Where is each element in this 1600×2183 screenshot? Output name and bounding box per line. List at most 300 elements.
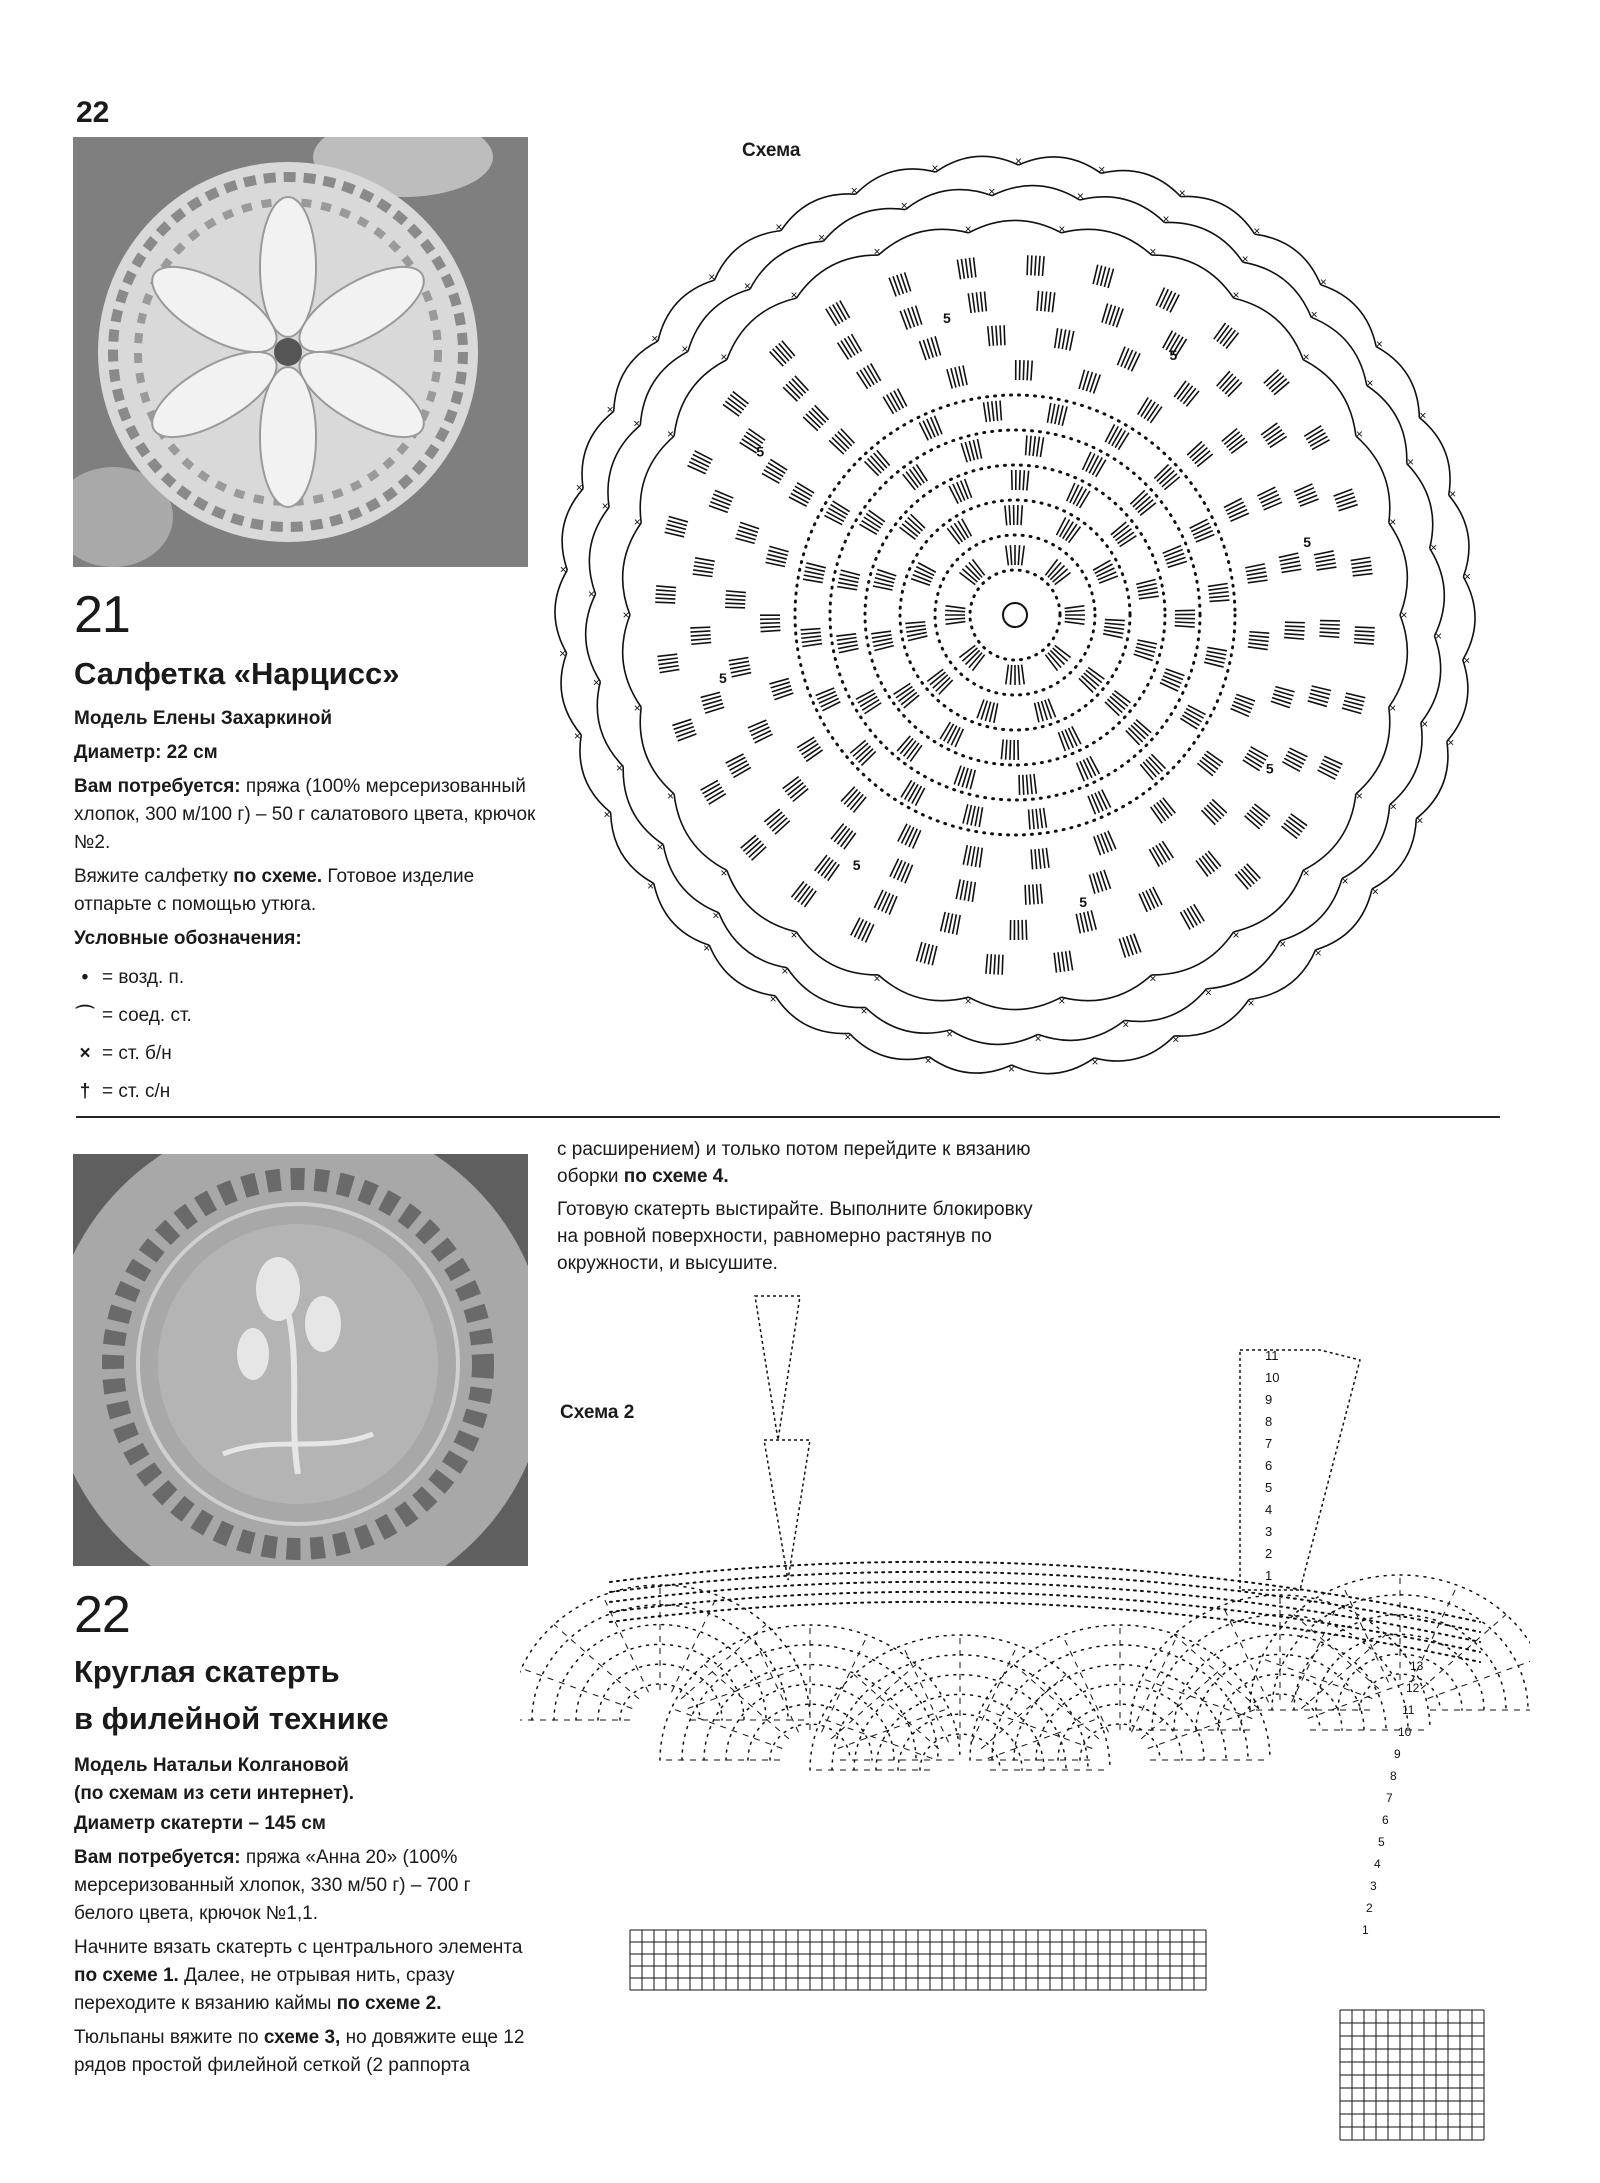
stitch-mark <box>726 754 744 763</box>
fan-arc <box>1250 1575 1530 1710</box>
sc-mark: × <box>1375 337 1383 352</box>
stitch-mark <box>957 482 965 500</box>
stitch-mark <box>655 598 675 599</box>
stitch-mark <box>751 727 769 735</box>
stitch-mark <box>1072 726 1081 744</box>
stitch-mark <box>1062 329 1065 349</box>
sc-mark: × <box>931 161 939 176</box>
chain-arch <box>1390 723 1422 805</box>
diagram-number-label: 5 <box>1303 533 1312 550</box>
stitch-mark <box>1023 360 1024 380</box>
stitch-mark <box>801 636 821 638</box>
stitch-mark <box>1138 588 1158 592</box>
stitch-mark <box>1249 636 1269 638</box>
stitch-mark <box>1006 740 1007 760</box>
stitch-mark <box>955 729 963 747</box>
row-number: 6 <box>1382 1813 1389 1827</box>
stitch-mark <box>1184 910 1194 927</box>
row-number: 4 <box>1374 1857 1381 1871</box>
legend-title: Условные обозначения: <box>74 928 302 949</box>
chain-round <box>830 430 1200 800</box>
stitch-mark <box>1105 623 1125 625</box>
stitch-mark <box>898 389 907 407</box>
stitch-mark <box>951 727 960 745</box>
chain-arch <box>561 653 581 735</box>
chain-arch <box>562 489 583 571</box>
sc-mark: × <box>769 992 777 1007</box>
chain-arch <box>640 436 674 523</box>
row-number: 2 <box>1265 1546 1273 1561</box>
sc-mark: × <box>873 244 881 259</box>
chain-arch <box>1152 255 1234 298</box>
stitch-mark <box>1190 519 1208 528</box>
doily-photo <box>73 137 528 567</box>
stitch-mark <box>1230 513 1248 521</box>
stitch-mark <box>1035 849 1037 869</box>
fan-rib <box>1141 1665 1226 1739</box>
sc-mark: × <box>1463 569 1471 584</box>
diameter-21: Диаметр: 22 см <box>74 742 218 763</box>
stitch-mark <box>1002 955 1003 975</box>
sc-mark: × <box>946 1026 954 1041</box>
fan-arc <box>576 1644 744 1720</box>
stitch-mark <box>693 570 713 573</box>
stitch-mark <box>905 865 913 884</box>
stitch-mark <box>1029 436 1031 456</box>
stitch-mark <box>1077 763 1085 781</box>
stitch-mark <box>1138 592 1158 595</box>
stitch-mark <box>658 658 678 661</box>
legend-item: • = возд. п. <box>74 959 544 997</box>
stitch-mark <box>980 848 983 868</box>
stitch-mark <box>1043 848 1045 868</box>
stitch-mark <box>1259 491 1277 500</box>
sc-mark: × <box>1279 936 1287 951</box>
chain-arch <box>849 1033 929 1059</box>
stitch-mark <box>748 720 766 728</box>
stitch-mark <box>826 512 844 522</box>
materials-22: Вам потребуется: пряжа «Анна 20» (100% мерсеризованный хлопок, 330 м/50 г) – 700 г белого цвета, крючок №1,1. <box>74 1847 471 1924</box>
stitch-mark <box>945 618 965 619</box>
stitch-mark <box>953 914 957 934</box>
chain-arch <box>1430 548 1445 636</box>
stitch-mark <box>1156 288 1164 306</box>
stitch-mark <box>1160 289 1169 307</box>
stitch-mark <box>915 788 924 806</box>
stitch-mark <box>753 731 771 740</box>
stitch-mark <box>1010 665 1011 685</box>
stitch-mark <box>730 665 750 669</box>
stitch-mark <box>1084 912 1089 931</box>
stitch-mark <box>1000 325 1001 345</box>
chain-arch <box>1367 385 1407 463</box>
fan-rib <box>971 1645 1017 1742</box>
dagger-icon: † <box>79 1081 91 1102</box>
instructions-21: Вяжите салфетку по схеме. Готовое изделие отпарьте с помощью утюга. <box>74 866 475 915</box>
stitch-mark <box>1194 531 1212 539</box>
stitch-mark <box>691 639 711 641</box>
fan-rib <box>521 1668 632 1708</box>
stitch-mark <box>984 402 987 422</box>
stitch-mark <box>731 669 751 673</box>
stitch-mark <box>1040 437 1043 457</box>
stitch-mark <box>1033 436 1035 456</box>
stitch-mark <box>1093 560 1110 570</box>
stitch-mark <box>691 635 711 636</box>
stitch-mark <box>1245 564 1265 568</box>
stitch-mark <box>1139 596 1159 599</box>
fan-rib <box>981 1675 1066 1749</box>
materials-21: Вам потребуется: пряжа (100% мерсеризованный хлопок, 300 м/100 г) – 50 г салатового цвета, крючок №2. <box>74 776 536 853</box>
stitch-mark <box>1280 557 1300 561</box>
stitch-mark <box>1105 620 1125 621</box>
chain-arch <box>623 615 642 707</box>
stitch-mark <box>916 567 934 576</box>
sc-mark: × <box>656 839 664 854</box>
stitch-mark <box>694 562 714 565</box>
stitch-mark <box>890 859 899 877</box>
stitch-mark <box>1249 639 1269 641</box>
sc-mark: × <box>1419 408 1427 423</box>
chain-arch <box>1356 707 1390 794</box>
stitch-mark <box>897 862 905 880</box>
stitch-mark <box>976 292 978 312</box>
fan-rib <box>1261 1658 1372 1698</box>
chain-arch <box>1165 222 1243 262</box>
stitch-mark <box>1310 436 1327 446</box>
stitch-mark <box>1315 559 1335 562</box>
stitch-mark <box>695 558 715 562</box>
sc-mark: × <box>601 499 609 514</box>
chain-arch <box>1280 879 1342 941</box>
stitch-mark <box>1184 712 1201 722</box>
stitch-mark <box>1034 774 1036 794</box>
fan-arc <box>1036 1684 1204 1760</box>
stitch-mark <box>931 417 939 435</box>
sc-mark: × <box>1058 994 1066 1009</box>
stitch-mark <box>1175 622 1195 623</box>
stitch-mark <box>1073 487 1082 505</box>
sc-mark: × <box>844 1030 852 1045</box>
fan-rib <box>1141 1678 1252 1718</box>
stitch-mark <box>1062 952 1065 972</box>
stitch-mark <box>1065 618 1085 619</box>
stitch-mark <box>1092 794 1100 812</box>
chain-round <box>795 395 1235 835</box>
stitch-mark <box>984 291 986 311</box>
row-number: 3 <box>1370 1879 1377 1893</box>
stitch-mark <box>1054 953 1056 973</box>
stitch-mark <box>1247 753 1264 763</box>
row-number: 5 <box>1378 1835 1385 1849</box>
sc-mark: × <box>592 675 600 690</box>
stitch-mark <box>969 258 972 278</box>
row-number: 11 <box>1265 1348 1279 1363</box>
stitch-mark <box>1162 679 1180 687</box>
chain-round <box>865 465 1165 765</box>
stitch-mark <box>760 627 780 628</box>
stitch-mark <box>988 326 990 346</box>
stitch-mark <box>1208 584 1228 587</box>
sc-mark: × <box>1389 701 1397 716</box>
stitch-mark <box>755 734 773 743</box>
stitch-mark <box>1047 403 1050 423</box>
stitch-mark <box>1021 505 1022 525</box>
stitch-mark <box>927 419 935 437</box>
stitch-mark <box>1117 347 1125 366</box>
stitch-mark <box>956 879 960 899</box>
stitch-mark <box>707 790 724 800</box>
diagram-number-label: 5 <box>1079 894 1088 911</box>
sc-mark: × <box>1421 716 1429 731</box>
stitch-mark <box>972 293 975 313</box>
row-number: 8 <box>1265 1414 1273 1429</box>
stitch-mark <box>1231 708 1249 716</box>
chain-arch <box>1447 660 1468 742</box>
sc-mark: × <box>743 279 751 294</box>
arc-icon: ⌒ <box>75 1005 95 1026</box>
stitch-mark <box>1180 912 1190 929</box>
stitch-mark <box>1288 752 1306 761</box>
sc-mark: × <box>588 586 596 601</box>
sc-mark: × <box>1253 223 1261 238</box>
scheme-label-22: Схема 2 <box>560 1402 635 1423</box>
stitch-mark <box>1055 405 1059 425</box>
fan-arc <box>726 1684 894 1760</box>
sc-mark: × <box>924 1053 932 1068</box>
stitch-mark <box>1108 831 1116 849</box>
item-title-22: Круглая скатерть в филейной технике <box>74 1654 389 1736</box>
stitch-mark <box>1196 534 1215 541</box>
stitch-mark <box>1102 790 1111 808</box>
stitch-mark <box>1352 565 1372 568</box>
chain-arch <box>1463 577 1475 660</box>
stitch-mark <box>1036 809 1038 829</box>
stitch-mark <box>1354 639 1374 640</box>
border-crochet-diagram <box>520 1290 1530 2170</box>
stitch-mark <box>1042 256 1044 276</box>
stitch-mark <box>1096 460 1106 477</box>
stitch-mark <box>975 847 978 867</box>
stitch-mark <box>660 669 680 672</box>
stitch-mark <box>1121 348 1129 366</box>
sc-mark: × <box>1091 1054 1099 1069</box>
sc-mark: × <box>964 221 972 236</box>
sc-mark: × <box>606 402 614 417</box>
fan-rib <box>1428 1658 1530 1698</box>
stitch-mark <box>1137 640 1157 644</box>
stitch-mark <box>655 602 675 603</box>
stitch-mark <box>1080 913 1084 933</box>
stitch-mark <box>826 309 837 326</box>
stitch-mark <box>1170 295 1179 313</box>
sc-mark: × <box>708 270 716 285</box>
stitch-mark <box>1112 428 1122 445</box>
stitch-mark <box>940 722 950 739</box>
stitch-mark <box>765 562 785 566</box>
stitch-mark <box>1285 622 1305 623</box>
stitch-mark <box>848 336 858 353</box>
sc-mark: × <box>1355 788 1363 803</box>
chain-arch <box>1389 523 1408 615</box>
stitch-mark <box>731 764 748 774</box>
stitch-mark <box>1208 588 1228 591</box>
stitch-mark <box>817 692 835 700</box>
stitch-mark <box>730 761 748 771</box>
section-divider <box>76 1116 1500 1118</box>
chain-arch <box>781 194 856 231</box>
stitch-mark <box>865 924 873 942</box>
stitch-mark <box>965 258 968 278</box>
sc-mark: × <box>1162 211 1170 226</box>
instructions-22: Начните вязать скатерть с центрального элемента по схеме 1. Далее, не отрывая нить, сразу переходите к вязанию каймы по схеме 2. <box>74 1937 523 2014</box>
stitch-mark <box>1009 505 1010 525</box>
stitch-mark <box>1065 606 1085 609</box>
stitch-mark <box>1207 647 1227 650</box>
sc-mark: × <box>647 878 655 893</box>
stitch-mark <box>764 470 781 480</box>
stitch-mark <box>1104 627 1124 630</box>
stitch-mark <box>659 666 679 669</box>
stitch-mark <box>1320 628 1340 629</box>
chain-arch <box>1152 932 1234 975</box>
chain-row <box>610 1572 1480 1632</box>
stitch-mark <box>923 421 932 439</box>
legend-item: † = ст. с/н <box>74 1073 544 1111</box>
sc-mark: × <box>1341 874 1349 889</box>
diagram-number-label: 5 <box>1169 347 1178 364</box>
stitch-mark <box>974 257 976 277</box>
stitch-mark <box>971 847 974 867</box>
chain-row <box>610 1562 1480 1622</box>
spike-left-2 <box>764 1440 810 1580</box>
row-number: 2 <box>1366 1901 1373 1915</box>
stitch-mark <box>957 260 960 280</box>
chain-arch <box>555 570 567 653</box>
chain-arch <box>796 932 878 975</box>
fan-rib <box>1131 1635 1177 1732</box>
stitch-mark <box>1037 291 1038 311</box>
sc-mark: × <box>603 807 611 822</box>
diagram-number-label: 5 <box>942 309 951 326</box>
stitch-mark <box>1051 404 1055 424</box>
sc-mark: × <box>1319 274 1327 289</box>
fan-rib <box>681 1625 766 1699</box>
stitch-mark <box>1163 291 1172 309</box>
stitch-mark <box>979 807 982 827</box>
stitch-mark <box>1209 592 1229 594</box>
chain-arch <box>775 996 849 1034</box>
sc-mark: × <box>1122 1017 1130 1032</box>
stitch-mark <box>725 599 745 600</box>
chain-arch <box>1303 360 1356 436</box>
stitch-mark <box>1207 651 1227 655</box>
sc-mark: × <box>667 788 675 803</box>
legend-item: ⌒ = соед. ст. <box>74 997 544 1035</box>
stitch-mark <box>971 806 975 826</box>
stitch-mark <box>797 483 814 493</box>
sc-mark: × <box>818 230 826 245</box>
stitch-mark <box>822 702 840 711</box>
stitch-mark <box>1018 545 1019 565</box>
fan-rib <box>821 1718 932 1758</box>
stitch-mark <box>1355 627 1375 628</box>
stitch-mark <box>945 913 949 933</box>
stitch-mark <box>1137 584 1157 588</box>
stitch-mark <box>1351 561 1371 564</box>
stitch-mark <box>1093 458 1103 475</box>
row-number: 10 <box>1265 1370 1280 1385</box>
fan-rib <box>821 1635 867 1732</box>
stitch-mark <box>894 860 902 878</box>
stitch-mark <box>889 896 897 914</box>
stitch-mark <box>1353 574 1373 576</box>
sc-mark: × <box>781 964 789 979</box>
chain-arch <box>614 341 658 411</box>
sc-mark: × <box>1247 995 1255 1010</box>
fan-arc <box>1196 1654 1364 1730</box>
stitch-mark <box>1095 564 1113 573</box>
sc-mark: × <box>1389 514 1397 529</box>
stitch-mark <box>695 451 713 460</box>
stitch-mark <box>1193 527 1211 535</box>
stitch-mark <box>791 493 809 503</box>
row-number: 3 <box>1265 1524 1273 1539</box>
chain-arch <box>1255 234 1321 285</box>
stitch-mark <box>840 300 850 317</box>
stitch-mark <box>1052 292 1054 312</box>
stitch-mark <box>945 610 965 611</box>
stitch-mark <box>851 334 861 351</box>
stitch-mark <box>700 780 717 790</box>
chain-arch <box>750 241 824 289</box>
stitch-mark <box>1095 793 1103 811</box>
chain-arch <box>1181 196 1255 234</box>
stitch-mark <box>1153 887 1162 905</box>
sc-mark: × <box>1406 455 1414 470</box>
stitch-mark <box>1285 630 1305 631</box>
row-number: 4 <box>1265 1502 1273 1517</box>
stitch-mark <box>871 363 881 380</box>
stitch-mark <box>819 695 837 703</box>
stitch-mark <box>760 623 780 624</box>
stitch-mark <box>967 846 971 866</box>
chain-arch <box>719 913 787 968</box>
stitch-mark <box>729 658 749 661</box>
row-number: 6 <box>1265 1458 1273 1473</box>
stitch-mark <box>1264 502 1282 510</box>
stitch-mark <box>1025 885 1026 905</box>
stitch-mark <box>1319 767 1337 776</box>
stitch-mark <box>1320 632 1340 633</box>
stitch-mark <box>1163 676 1181 684</box>
chain-arch <box>878 975 968 1001</box>
stitch-mark <box>802 644 822 647</box>
chain-arch <box>640 707 674 794</box>
stitch-mark <box>977 439 981 459</box>
fan-rib <box>1063 1635 1109 1732</box>
stitch-mark <box>1017 505 1018 525</box>
chain-arch <box>969 220 1062 232</box>
stitch-mark <box>1128 352 1136 370</box>
sc-mark: × <box>850 183 858 198</box>
stitch-mark <box>1297 491 1315 499</box>
stitch-mark <box>1186 709 1204 719</box>
stitch-mark <box>1006 546 1009 566</box>
stitch-mark <box>858 921 867 939</box>
stitch-mark <box>882 893 890 911</box>
chain-arch <box>709 945 775 996</box>
